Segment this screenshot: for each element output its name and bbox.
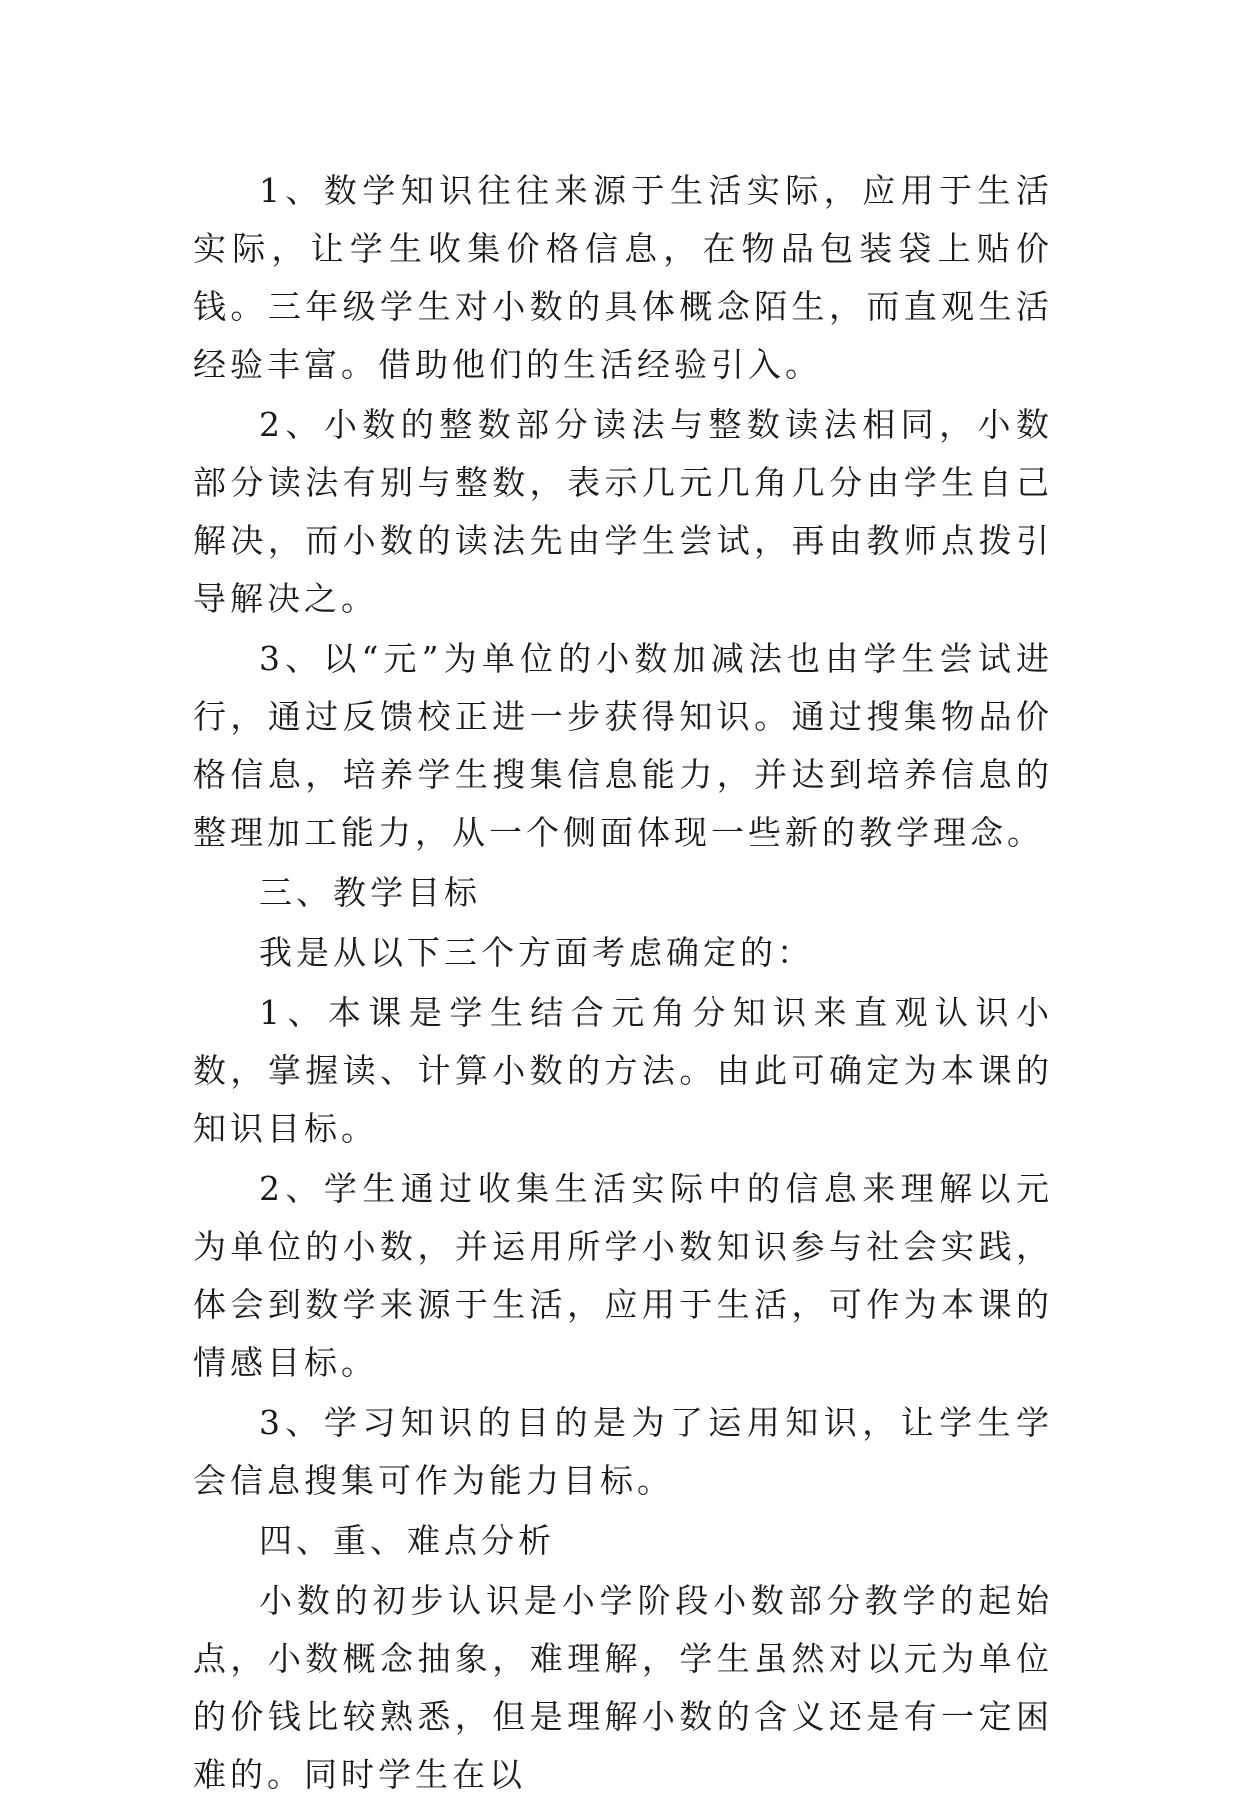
paragraph-goals-intro: 我是从以下三个方面考虑确定的： (259, 933, 814, 972)
paragraph-ability-goal: 3、学习知识的目的是为了运用知识，让学生学会信息搜集可作为能力目标。 (193, 1403, 1053, 1500)
section-heading-key-points: 四、重、难点分析 (259, 1521, 555, 1560)
paragraph-knowledge-goal: 1、本课是学生结合元角分知识来直观认识小数，掌握读、计算小数的方法。由此可确定为本课的知识目标。 (193, 993, 1053, 1148)
section-heading-teaching-goals: 三、教学目标 (259, 873, 481, 912)
paragraph-key-points-analysis: 小数的初步认识是小学阶段小数部分教学的起始点，小数概念抽象，难理解，学生虽然对以元为单位的价钱比较熟悉，但是理解小数的含义还是有一定困难的。同时学生在以 (193, 1581, 1053, 1794)
paragraph-reading-method: 2、小数的整数部分读法与整数读法相同，小数部分读法有别与整数，表示几元几角几分由学生自己解决，而小数的读法先由学生尝试，再由教师点拨引导解决之。 (193, 405, 1053, 618)
document-body (193, 162, 1053, 1806)
paragraph-emotion-goal: 2、学生通过收集生活实际中的信息来理解以元为单位的小数，并运用所学小数知识参与社会实践，体会到数学来源于生活，应用于生活，可作为本课的情感目标。 (193, 1169, 1053, 1382)
paragraph-addition-subtraction: 3、以“元”为单位的小数加减法也由学生尝试进行，通过反馈校正进一步获得知识。通过搜集物品价格信息，培养学生搜集信息能力，并达到培养信息的整理加工能力，从一个侧面体现一些新的教学理念。 (193, 639, 1053, 852)
paragraph-real-life-source: 1、数学知识往往来源于生活实际，应用于生活实际，让学生收集价格信息，在物品包装袋上贴价钱。三年级学生对小数的具体概念陌生，而直观生活经验丰富。借助他们的生活经验引入。 (193, 171, 1053, 384)
